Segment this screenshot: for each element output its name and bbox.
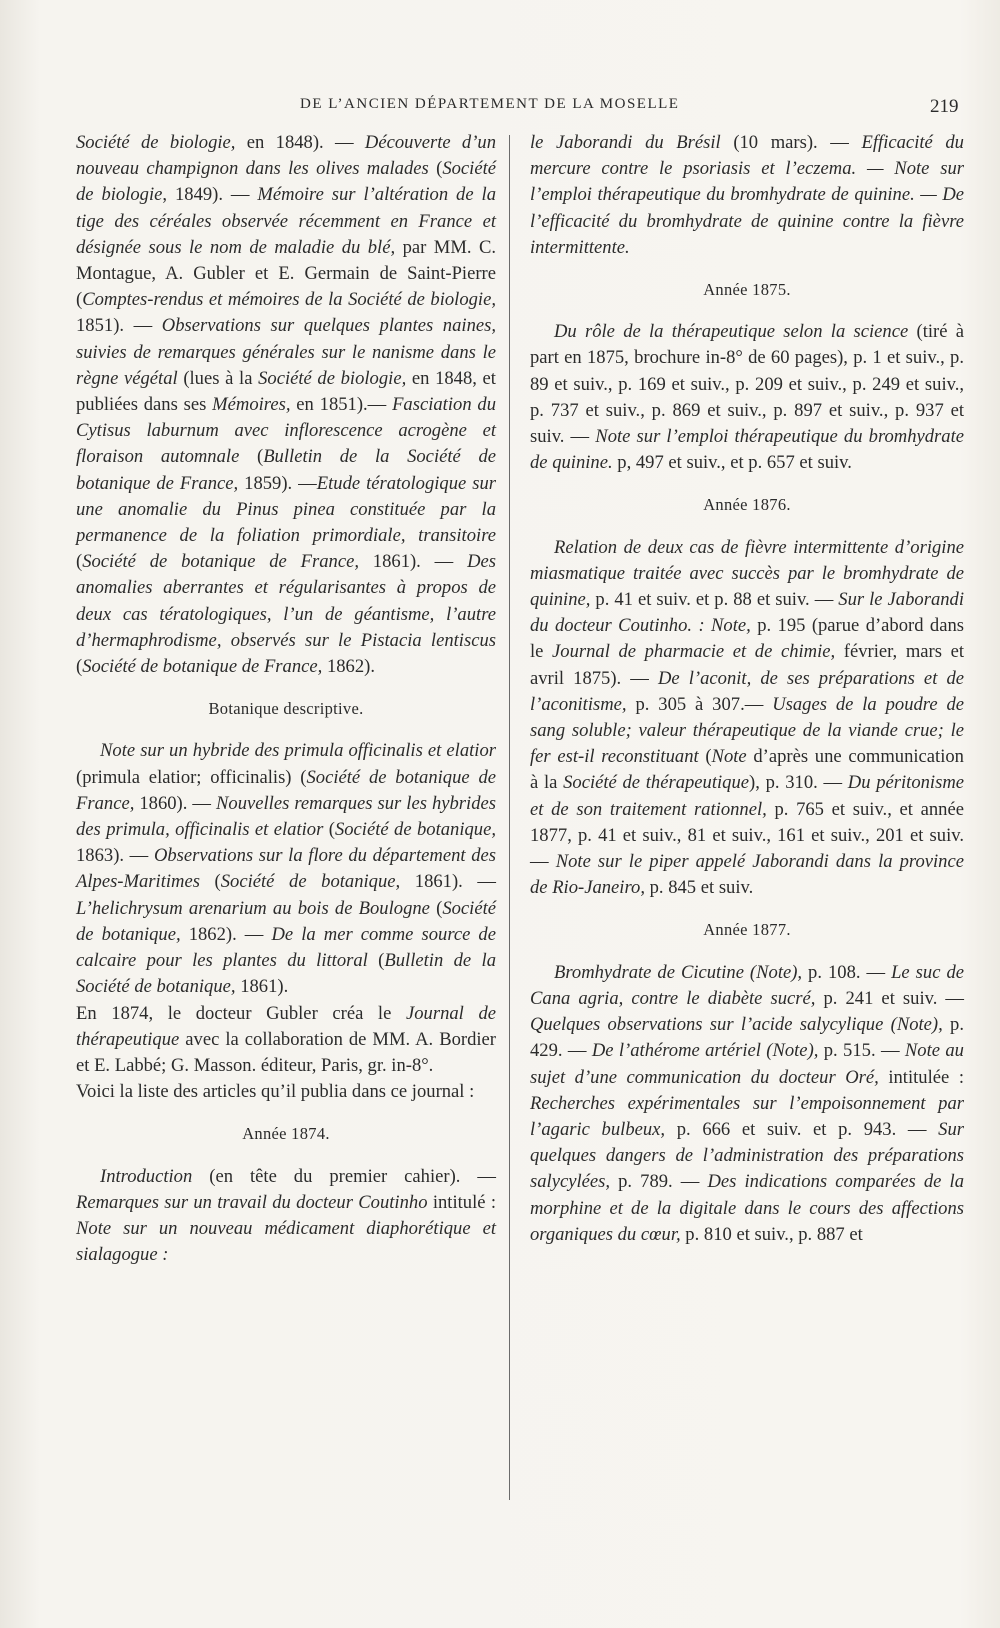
- roman-text: 1851). —: [76, 315, 162, 337]
- italic-text: De la mer comme source de calcaire pour les plantes du littoral: [76, 923, 496, 972]
- italic-text: Du péritonisme et de son traitement rationnel,: [530, 772, 965, 820]
- roman-text: (en tête du premier cahier). —: [192, 1165, 496, 1187]
- italic-text: De l’aconit, de ses préparations et de l’aconitisme,: [530, 667, 964, 715]
- italic-text: Mémoire sur l’altération de la tige des céréales observée récemment en France et désignée sous le nom de maladie du blé,: [76, 184, 496, 258]
- roman-text: p. 41 et suiv. et p. 88 et suiv. —: [590, 589, 839, 611]
- roman-text: (: [429, 897, 443, 919]
- italic-text: Société de botanique de France,: [76, 766, 496, 814]
- italic-text: De l’athérome artériel (Note),: [591, 1040, 819, 1062]
- roman-text: (: [367, 950, 385, 972]
- italic-text: Recherches expérimentales sur l’empoisonnement par l’agaric bulbeux,: [530, 1092, 964, 1140]
- roman-text: p. 666 et suiv. et p. 943. —: [665, 1118, 939, 1140]
- left-column: [76, 130, 496, 1268]
- italic-text: Journal de pharmacie et de chimie,: [552, 641, 836, 663]
- roman-text: 1863). —: [76, 845, 154, 867]
- roman-text: février, mars et avril 1875). —: [530, 641, 964, 689]
- roman-text: d’après une communication à la: [530, 746, 964, 794]
- italic-text: Introduction: [100, 1165, 193, 1187]
- paragraph: [76, 130, 496, 680]
- roman-text: p. 305 à 307.—: [626, 693, 773, 715]
- italic-text: Société de biologie,: [258, 367, 407, 389]
- roman-text: p. 810 et suiv., p. 887 et: [680, 1223, 863, 1245]
- roman-text: (: [698, 746, 712, 768]
- roman-text: 1859). —: [238, 472, 317, 494]
- roman-text: (10 mars). —: [720, 132, 862, 153]
- italic-text: Etude tératologique sur une anomalie du Pinus pinea constituée par la permanence de la foliation primordiale, transitoire: [76, 472, 497, 547]
- roman-text: (: [199, 871, 221, 893]
- italic-text: Société de botanique de France,: [82, 551, 359, 573]
- italic-text: Remarques sur un travail du docteur Coutinho: [76, 1191, 428, 1213]
- roman-text: , 1849). —: [162, 184, 258, 206]
- roman-text: ), p. 310. —: [749, 772, 848, 794]
- roman-text: 1862).: [322, 656, 375, 678]
- paragraph: [76, 1079, 496, 1105]
- italic-text: Note sur un nouveau médicament diaphorétique et sialagogue :: [76, 1217, 496, 1266]
- roman-text: par MM. C. Montague, A. Gubler et E. Germain de Saint-Pierre (: [76, 236, 497, 311]
- italic-text: Observations sur quelques plantes naines, suivies de remarques générales sur le nanisme dans le règne végétal: [76, 315, 497, 389]
- running-head: DE L’ANCIEN DÉPARTEMENT DE LA MOSELLE: [300, 96, 680, 112]
- roman-text: (: [323, 819, 335, 841]
- italic-text: Note: [711, 746, 747, 768]
- paragraph: [530, 535, 964, 902]
- roman-text: intitulée :: [878, 1066, 964, 1088]
- italic-text: Bulletin de la Société de botanique de France,: [76, 446, 496, 494]
- roman-text: (: [428, 158, 443, 180]
- italic-text: Des indications comparées de la morphine et de la digitale dans le cours des affections organiques du cœur,: [530, 1171, 964, 1245]
- italic-text: Efficacité du mercure contre le psoriasis et l’eczema. — Note sur l’emploi thérapeutique du bromhydrate de quinine. — De l’efficacité du bromhydrate de quinine contre la fièvre intermittente.: [530, 132, 964, 258]
- roman-text: p. 789. —: [610, 1171, 708, 1193]
- page-number: 219: [930, 96, 959, 117]
- italic-text: Bulletin de la Société de botanique,: [76, 950, 496, 998]
- right-column: [530, 130, 964, 1248]
- roman-text: en 1848, et publiées dans ses: [76, 367, 496, 416]
- italic-text: Nouvelles remarques sur les hybrides des primula, officinalis et elatior: [76, 792, 496, 841]
- italic-text: Le suc de Cana agria, contre le diabète sucré,: [530, 961, 964, 1009]
- italic-text: Note sur le piper appelé Jaborandi dans la province de Rio-Janeiro,: [530, 851, 964, 899]
- roman-text: (: [76, 656, 83, 678]
- italic-text: Société de botanique,: [76, 897, 496, 945]
- italic-text: Découverte d’un nouveau champignon dans les olives malades: [76, 132, 497, 180]
- italic-text: Comptes-rendus et mémoires de la Société de biologie,: [82, 289, 496, 311]
- roman-text: Voici la liste des articles qu’il publia dans ce journal :: [76, 1081, 475, 1103]
- roman-text: 1861). —: [358, 551, 468, 573]
- section-heading: Année 1875.: [703, 280, 791, 300]
- italic-text: Bromhydrate de Cicutine (Note),: [554, 961, 803, 983]
- column-divider: [509, 135, 510, 1500]
- paragraph: [76, 1164, 496, 1269]
- italic-text: Fasciation du Cytisus laburnum avec inflorescence acrogène et floraison automnale: [76, 394, 497, 468]
- roman-text: p. 515. —: [818, 1040, 905, 1062]
- roman-text: (primula elatior; officinalis) (: [76, 766, 307, 788]
- paragraph: [530, 130, 964, 261]
- italic-text: Note sur l’emploi thérapeutique du bromhydrate de quinine.: [530, 426, 965, 474]
- roman-text: p. 765 et suiv., et année 1877, p. 41 et suiv., 81 et suiv., 161 et suiv., 201 et suiv. —: [530, 798, 964, 873]
- italic-text: Société de biologie: [76, 158, 496, 206]
- roman-text: 1862). —: [180, 923, 272, 945]
- italic-text: Société de biologie,: [76, 132, 236, 153]
- roman-text: en 1848). —: [235, 132, 365, 153]
- italic-text: Du rôle de la thérapeutique selon la science: [554, 321, 909, 343]
- italic-text: Quelques observations sur l’acide salycylique (Note),: [530, 1014, 943, 1036]
- section-heading: Année 1874.: [242, 1124, 330, 1144]
- roman-text: p. 195 (parue d’abord dans le: [530, 615, 964, 663]
- roman-text: (: [239, 446, 264, 468]
- section-heading: Année 1876.: [703, 495, 791, 515]
- italic-text: Société de botanique de France,: [82, 656, 323, 678]
- roman-text: 1861). —: [400, 871, 497, 893]
- italic-text: Mémoires,: [212, 394, 291, 416]
- paragraph: [76, 1001, 496, 1080]
- italic-text: Sur le Jaborandi du docteur Coutinho. : Note,: [530, 589, 964, 637]
- roman-text: p. 241 et suiv. —: [815, 987, 965, 1009]
- italic-text: Journal de thérapeutique: [76, 1002, 496, 1050]
- italic-text: Des anomalies aberrantes et régularisantes à propos de deux cas tératologiques, l’un de géantisme, l’autre d’hermaphrodisme, observés sur le Pistacia lentiscus: [76, 551, 496, 651]
- italic-text: Usages de la poudre de sang soluble; valeur thérapeutique de la viande crue; le fer est-il reconstituant: [530, 693, 965, 768]
- italic-text: Société de botanique,: [220, 871, 401, 893]
- italic-text: Observations sur la flore du département des Alpes-Maritimes: [76, 845, 497, 893]
- italic-text: le Jaborandi du Brésil: [530, 132, 721, 153]
- roman-text: 1861).: [235, 976, 289, 998]
- roman-text: p. 429. —: [530, 1014, 964, 1062]
- roman-text: (lues à la: [177, 367, 259, 389]
- section-heading: Année 1877.: [703, 920, 791, 940]
- italic-text: L’helichrysum arenarium au bois de Boulogne: [76, 897, 430, 919]
- italic-text: Société de botanique,: [334, 819, 497, 841]
- italic-text: Note sur un hybride des primula officinalis et elatior: [100, 740, 496, 762]
- roman-text: p. 845 et suiv.: [644, 877, 754, 899]
- italic-text: Sur quelques dangers de l’administration des préparations salycylées,: [530, 1118, 965, 1193]
- paragraph: [530, 319, 964, 476]
- italic-text: Relation de deux cas de fièvre intermittente d’origine miasmatique traitée avec succès par le bromhydrate de quinine,: [530, 536, 964, 611]
- italic-text: Note au sujet d’une communication du docteur Oré,: [530, 1040, 964, 1088]
- roman-text: (: [76, 551, 83, 573]
- roman-text: 1860). —: [134, 792, 217, 814]
- roman-text: (tiré à part en 1875, brochure in-8° de 60 pages), p. 1 et suiv., p. 89 et suiv., p. 169 et suiv., p. 209 et suiv., p. 249 et suiv., p. 737 et suiv., p. 869 et suiv., p. 897 et suiv., p. 937 et suiv. —: [530, 321, 964, 448]
- roman-text: intitulé :: [427, 1191, 496, 1213]
- paragraph: [530, 960, 964, 1248]
- roman-text: avec la collaboration de MM. A. Bordier et E. Labbé; G. Masson. éditeur, Paris, gr. in-8°.: [76, 1028, 496, 1076]
- section-heading: Botanique descriptive.: [208, 699, 364, 719]
- paragraph: [76, 738, 496, 1000]
- roman-text: en 1851).—: [290, 394, 393, 416]
- roman-text: p. 108. —: [802, 961, 892, 983]
- italic-text: Société de thérapeutique: [563, 772, 750, 794]
- roman-text: En 1874, le docteur Gubler créa le: [76, 1002, 406, 1024]
- roman-text: p, 497 et suiv., et p. 657 et suiv.: [612, 452, 852, 474]
